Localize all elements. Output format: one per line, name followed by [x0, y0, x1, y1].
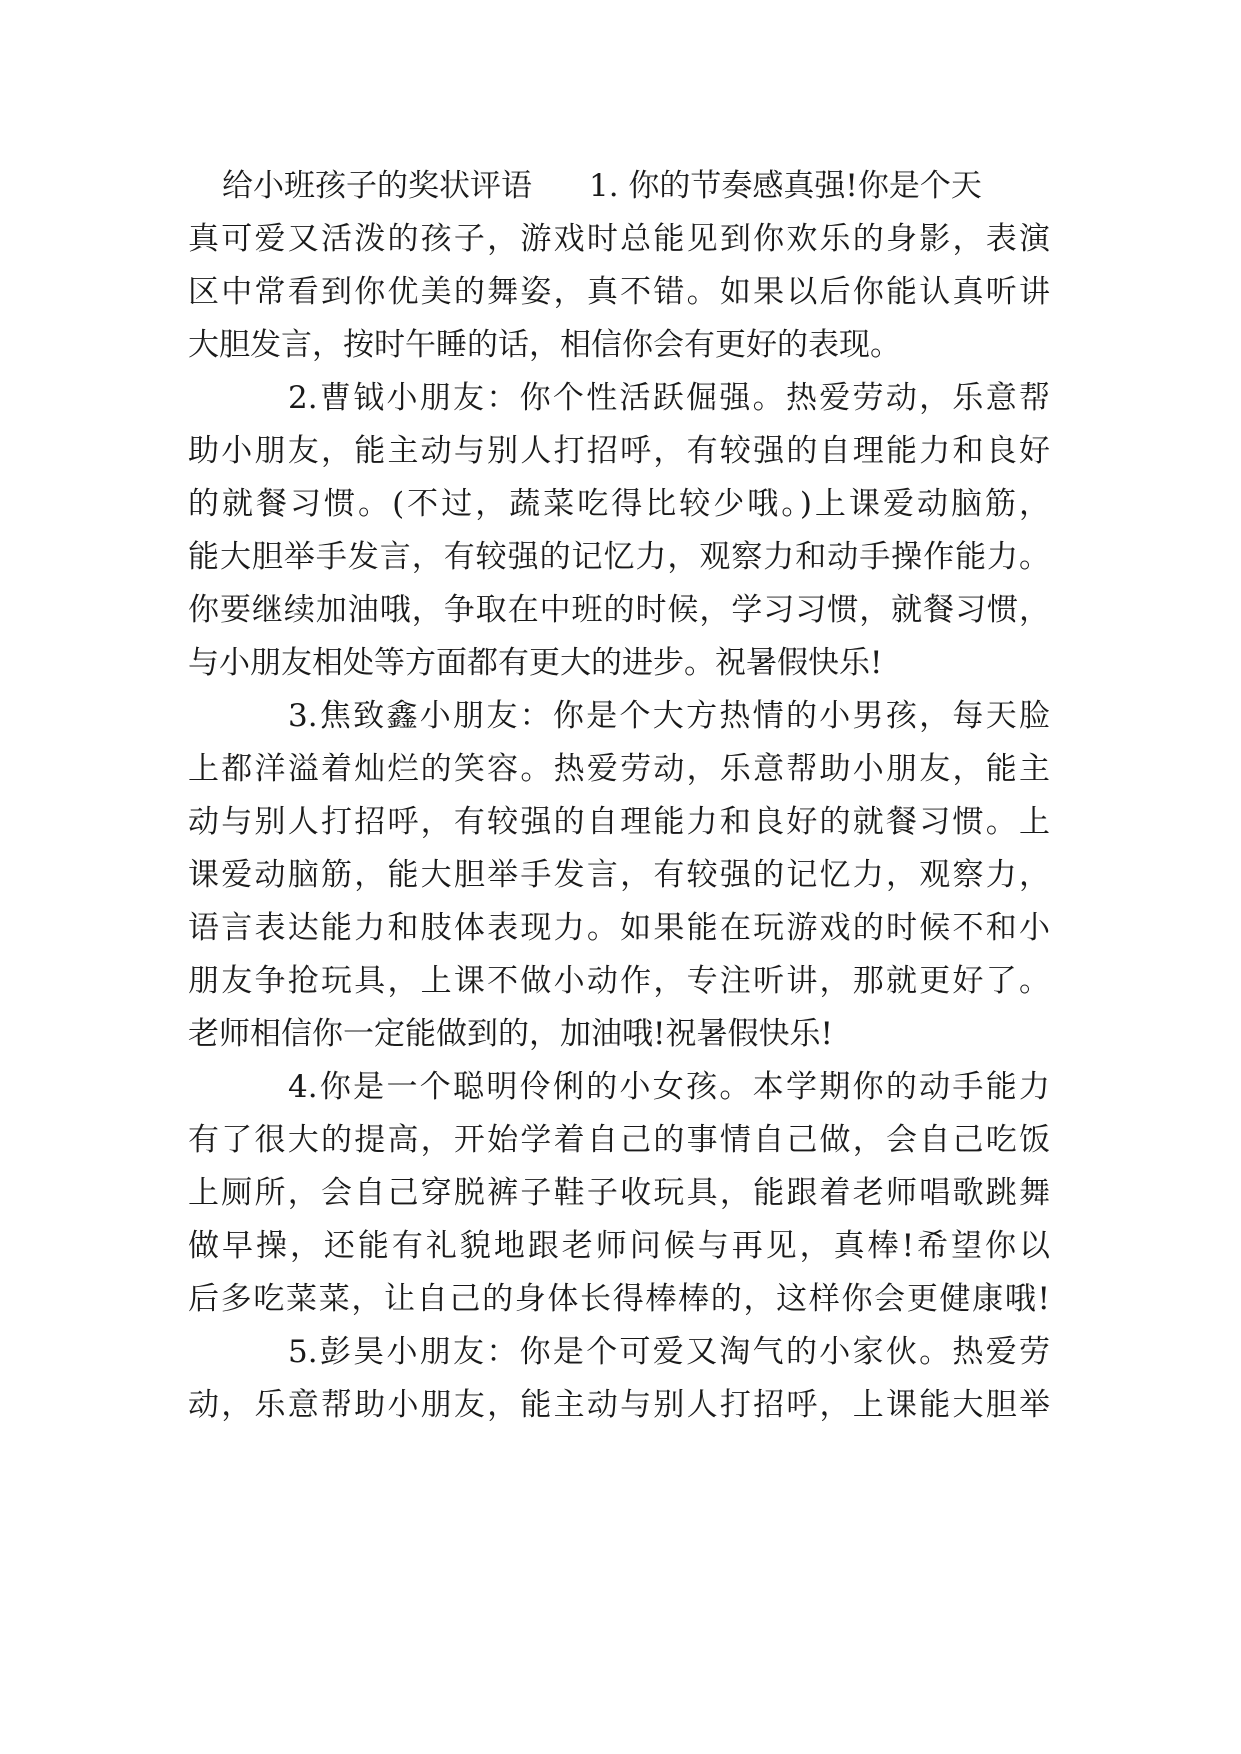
- paragraph-3-line-7: 老师相信你一定能做到的，加油哦!祝暑假快乐!: [188, 1016, 833, 1052]
- paragraph-1-line-1: 1. 你的节奏感真强!你是个天: [589, 168, 982, 204]
- paragraph-5-line-2: 动，乐意帮助小朋友，能主动与别人打招呼，上课能大胆举: [188, 1387, 1050, 1423]
- paragraph-4-line-2: 有了很大的提高，开始学着自己的事情自己做，会自己吃饭: [188, 1122, 1050, 1158]
- paragraph-3-line-5: 语言表达能力和肢体表现力。如果能在玩游戏的时候不和小: [188, 910, 1050, 946]
- document-title: 给小班孩子的奖状评语: [222, 168, 532, 204]
- paragraph-1-line-4: 大胆发言，按时午睡的话，相信你会有更好的表现。: [188, 327, 901, 363]
- paragraph-3-line-1: 3.焦致鑫小朋友：你是个大方热情的小男孩，每天脸: [288, 698, 1050, 734]
- title-line: [222, 166, 982, 206]
- paragraph-2-line-4: 能大胆举手发言，有较强的记忆力，观察力和动手操作能力。: [188, 539, 1050, 575]
- paragraph-2-line-5: 你要继续加油哦，争取在中班的时候，学习习惯，就餐习惯，: [188, 592, 1050, 628]
- paragraph-4-line-1: 4.你是一个聪明伶俐的小女孩。本学期你的动手能力: [288, 1069, 1050, 1105]
- paragraph-1-line-2: 真可爱又活泼的孩子，游戏时总能见到你欢乐的身影，表演: [188, 221, 1050, 257]
- paragraph-1-line-3: 区中常看到你优美的舞姿，真不错。如果以后你能认真听讲: [188, 274, 1050, 310]
- paragraph-2-line-6: 与小朋友相处等方面都有更大的进步。祝暑假快乐!: [188, 645, 883, 681]
- paragraph-5-line-1: 5.彭昊小朋友：你是个可爱又淘气的小家伙。热爱劳: [288, 1334, 1050, 1370]
- paragraph-3-line-6: 朋友争抢玩具，上课不做小动作，专注听讲，那就更好了。: [188, 963, 1050, 999]
- paragraph-4-line-5: 后多吃菜菜，让自己的身体长得棒棒的，这样你会更健康哦!: [188, 1281, 1050, 1317]
- paragraph-2-line-2: 助小朋友，能主动与别人打招呼，有较强的自理能力和良好: [188, 433, 1050, 469]
- paragraph-3-line-2: 上都洋溢着灿烂的笑容。热爱劳动，乐意帮助小朋友，能主: [188, 751, 1050, 787]
- paragraph-3-line-3: 动与别人打招呼，有较强的自理能力和良好的就餐习惯。上: [188, 804, 1050, 840]
- paragraph-4-line-4: 做早操，还能有礼貌地跟老师问候与再见，真棒!希望你以: [188, 1228, 1050, 1264]
- paragraph-4-line-3: 上厕所，会自己穿脱裤子鞋子收玩具，能跟着老师唱歌跳舞: [188, 1175, 1050, 1211]
- paragraph-3-line-4: 课爱动脑筋，能大胆举手发言，有较强的记忆力，观察力，: [188, 857, 1050, 893]
- paragraph-2-line-1: 2.曹钺小朋友：你个性活跃倔强。热爱劳动，乐意帮: [288, 380, 1050, 416]
- paragraph-2-line-3: 的就餐习惯。(不过，蔬菜吃得比较少哦。)上课爱动脑筋，: [188, 486, 1050, 522]
